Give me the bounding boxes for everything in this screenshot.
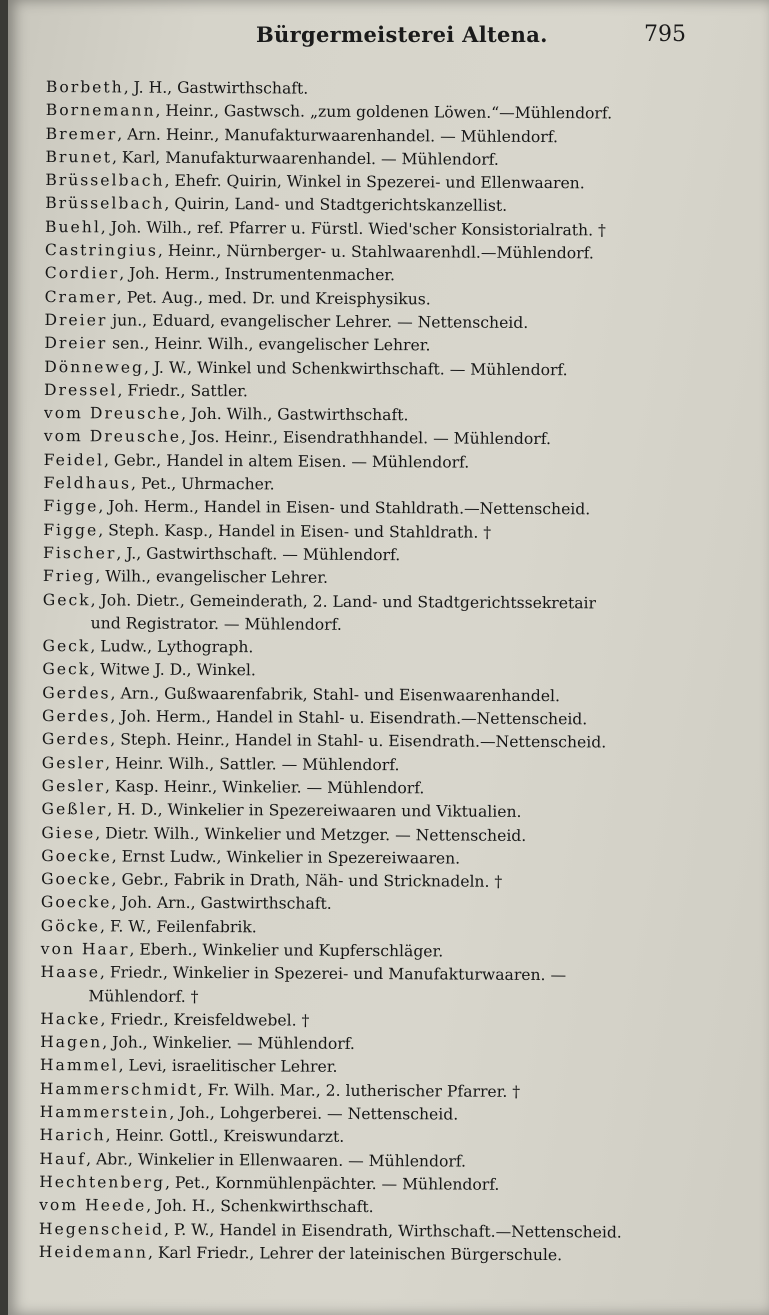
- entry-surname: Figge: [43, 520, 99, 539]
- entry-surname: Geck: [42, 660, 91, 679]
- entry-details: , Pet. Aug., med. Dr. und Kreisphysikus.: [116, 288, 431, 309]
- entry-surname: Heidemann: [38, 1242, 149, 1262]
- entry-surname: vom Dreusche: [43, 404, 182, 423]
- entry-details: , Heinr., Nürnberger- u. Stahlwaarenhdl.—Mühlendorf.: [157, 241, 594, 263]
- entry-surname: Bremer: [45, 124, 118, 144]
- entry-details: , Ernst Ludw., Winkelier in Spezereiwaaren.: [111, 847, 461, 868]
- entry-details: , Karl Friedr., Lehrer der lateinischen Bürgerschule.: [147, 1243, 563, 1265]
- entry-details: , Levi, israelitischer Lehrer.: [118, 1056, 338, 1077]
- page-number: 795: [644, 22, 686, 47]
- entry-surname: Figge: [43, 497, 99, 516]
- entry-surname: Gerdes: [42, 683, 111, 703]
- entry-surname: Brüsselbach: [45, 171, 165, 190]
- entry-details: , Arn. Heinr., Manufakturwaarenhandel. — Mühlendorf.: [117, 125, 559, 146]
- entry-details: , Arn., Gußwaarenfabrik, Stahl- und Eisenwaarenhandel.: [110, 684, 560, 705]
- entry-surname: Brüsselbach: [45, 194, 165, 214]
- entry-surname: Harich: [39, 1126, 106, 1145]
- entry-details: , Karl, Manufakturwaarenhandel. — Mühlendorf.: [111, 148, 499, 169]
- entry-surname: Giese: [41, 823, 96, 842]
- entry-surname: Haase: [40, 963, 101, 982]
- directory-entry: [40, 961, 750, 1012]
- entry-details: , Joh. Herm., Handel in Stahl- u. Eisendrath.—Nettenscheid.: [110, 707, 588, 729]
- entry-surname: Frieg: [42, 567, 96, 586]
- directory-list: [39, 76, 756, 1268]
- entry-surname: Feidel: [43, 450, 105, 470]
- entry-details: , Gebr., Fabrik in Drath, Näh- und Stricknadeln. †: [111, 870, 503, 891]
- entry-details: , Ehefr. Quirin, Winkel in Spezerei- und Ellenwaaren.: [164, 171, 585, 193]
- entry-details: , J. H., Gastwirthschaft.: [123, 78, 309, 98]
- entry-surname: Hammerstein: [39, 1103, 170, 1122]
- entry-details: , Joh. H., Schenkwirthschaft.: [146, 1196, 374, 1217]
- entry-surname: Hegenscheid: [38, 1219, 165, 1239]
- entry-details: , Joh. Herm., Instrumentenmacher.: [119, 264, 396, 285]
- entry-details: , Jos. Heinr., Eisendrathhandel. — Mühlendorf.: [180, 428, 552, 449]
- entry-details: , Friedr., Winkelier in Spezerei- und Manufakturwaaren. —: [99, 963, 567, 985]
- entry-surname: Göcke: [40, 916, 101, 936]
- entry-details: , Joh. Wilh., Gastwirthschaft.: [181, 404, 409, 425]
- entry-details: , Joh. Wilh., ref. Pfarrer u. Fürstl. Wied'scher Konsistorialrath. †: [100, 218, 606, 240]
- entry-details: , Friedr., Sattler.: [117, 381, 248, 401]
- entry-surname: Brunet: [45, 147, 113, 167]
- entry-surname: Gesler: [41, 776, 106, 796]
- entry-surname: Geßler: [41, 800, 108, 819]
- entry-details: , F. W., Feilenfabrik.: [100, 917, 257, 936]
- entry-details: , Witwe J. D., Winkel.: [90, 660, 256, 680]
- entry-surname: Feldhaus: [43, 474, 132, 493]
- entry-details: , Quirin, Land- und Stadtgerichtskanzellist.: [164, 195, 508, 216]
- entry-details: , Heinr. Wilh., Sattler. — Mühlendorf.: [105, 753, 400, 774]
- entry-details: sen., Heinr. Wilh., evangelischer Lehrer.: [107, 334, 431, 355]
- book-page: [8, 0, 769, 1315]
- entry-surname: Goecke: [41, 846, 112, 866]
- entry-details: jun., Eduard, evangelischer Lehrer. — Nettenscheid.: [107, 311, 529, 332]
- entry-surname: Hauf: [39, 1149, 87, 1168]
- entry-surname: Cramer: [44, 287, 117, 307]
- entry-details: , Eberh., Winkelier und Kupferschläger.: [129, 940, 444, 961]
- entry-details: , J., Gastwirthschaft. — Mühlendorf.: [116, 544, 401, 565]
- entry-details: , Kasp. Heinr., Winkelier. — Mühlendorf.: [104, 777, 425, 798]
- entry-details: , H. D., Winkelier in Spezereiwaaren und Viktualien.: [107, 800, 522, 822]
- entry-details: , P. W., Handel in Eisendrath, Wirthschaft.—Nettenscheid.: [163, 1220, 622, 1242]
- entry-details: , Joh. Arn., Gastwirthschaft.: [111, 893, 332, 914]
- entry-continuation: Mühlendorf. †: [88, 986, 199, 1006]
- entry-surname: Dönneweg: [44, 357, 145, 377]
- entry-surname: Hagen: [40, 1033, 103, 1052]
- directory-entry: [39, 1241, 749, 1269]
- entry-surname: vom Dreusche: [43, 427, 182, 447]
- entry-surname: von Haar: [40, 939, 130, 959]
- entry-details: , Gebr., Handel in altem Eisen. — Mühlendorf.: [103, 451, 470, 472]
- entry-surname: Cordier: [44, 264, 120, 283]
- entry-details: , Wilh., evangelischer Lehrer.: [95, 567, 329, 587]
- entry-surname: Gerdes: [41, 730, 111, 749]
- entry-surname: Hechtenberg: [39, 1172, 166, 1192]
- entry-surname: Borbeth: [45, 77, 124, 97]
- entry-details: , Pet., Uhrmacher.: [131, 474, 275, 494]
- entry-details: , Fr. Wilh. Mar., 2. lutherischer Pfarrer. †: [197, 1080, 521, 1101]
- entry-details: , Ludw., Lythograph.: [90, 637, 254, 657]
- entry-details: , Heinr., Gastwsch. „zum goldenen Löwen.“—Mühlendorf.: [155, 101, 613, 123]
- entry-details: , Heinr. Gottl., Kreiswundarzt.: [105, 1126, 345, 1147]
- entry-surname: Hacke: [40, 1009, 101, 1029]
- entry-details: , Joh., Lohgerberei. — Nettenscheid.: [169, 1103, 459, 1124]
- entry-surname: Gesler: [41, 753, 106, 772]
- entry-details: , Steph. Heinr., Handel in Stahl- u. Eisendrath.—Nettenscheid.: [110, 730, 607, 752]
- entry-details: , Steph. Kasp., Handel in Eisen- und Stahldrath. †: [98, 520, 492, 542]
- entry-details: , Joh., Winkelier. — Mühlendorf.: [102, 1033, 355, 1054]
- entry-details: , J. W., Winkel und Schenkwirthschaft. — Mühlendorf.: [143, 358, 568, 379]
- entry-details: , Dietr. Wilh., Winkelier und Metzger. — Nettenscheid.: [95, 823, 527, 845]
- entry-surname: Goecke: [40, 893, 112, 912]
- entry-surname: Buehl: [45, 217, 101, 237]
- entry-surname: Geck: [42, 637, 91, 656]
- running-title: Bürgermeisterei Altena.: [256, 22, 548, 47]
- entry-details: , Friedr., Kreisfeldwebel. †: [100, 1010, 310, 1030]
- entry-details: , Pet., Kornmühlenpächter. — Mühlendorf.: [164, 1173, 500, 1194]
- page-header: [8, 22, 769, 56]
- entry-surname: Dreier: [44, 334, 108, 353]
- entry-details: , Joh. Dietr., Gemeinderath, 2. Land- und Stadtgerichtssekretair: [90, 590, 597, 612]
- entry-surname: Dreier: [44, 310, 108, 330]
- entry-details: , Joh. Herm., Handel in Eisen- und Stahldrath.—Nettenscheid.: [98, 497, 591, 519]
- entry-surname: Castringius: [44, 241, 158, 260]
- entry-surname: Goecke: [41, 870, 112, 889]
- entry-surname: Hammel: [39, 1056, 119, 1075]
- entry-surname: Dressel: [44, 380, 118, 400]
- entry-surname: Geck: [42, 590, 91, 609]
- entry-surname: Hammerschmidt: [39, 1079, 198, 1099]
- entry-surname: vom Heede: [39, 1196, 147, 1215]
- entry-details: , Abr., Winkelier in Ellenwaaren. — Mühlendorf.: [86, 1149, 467, 1171]
- entry-surname: Gerdes: [42, 707, 111, 726]
- entry-surname: Fischer: [43, 543, 117, 563]
- entry-continuation: und Registrator. — Mühlendorf.: [90, 614, 342, 634]
- entry-surname: Bornemann: [45, 101, 156, 120]
- directory-entry: [43, 589, 753, 640]
